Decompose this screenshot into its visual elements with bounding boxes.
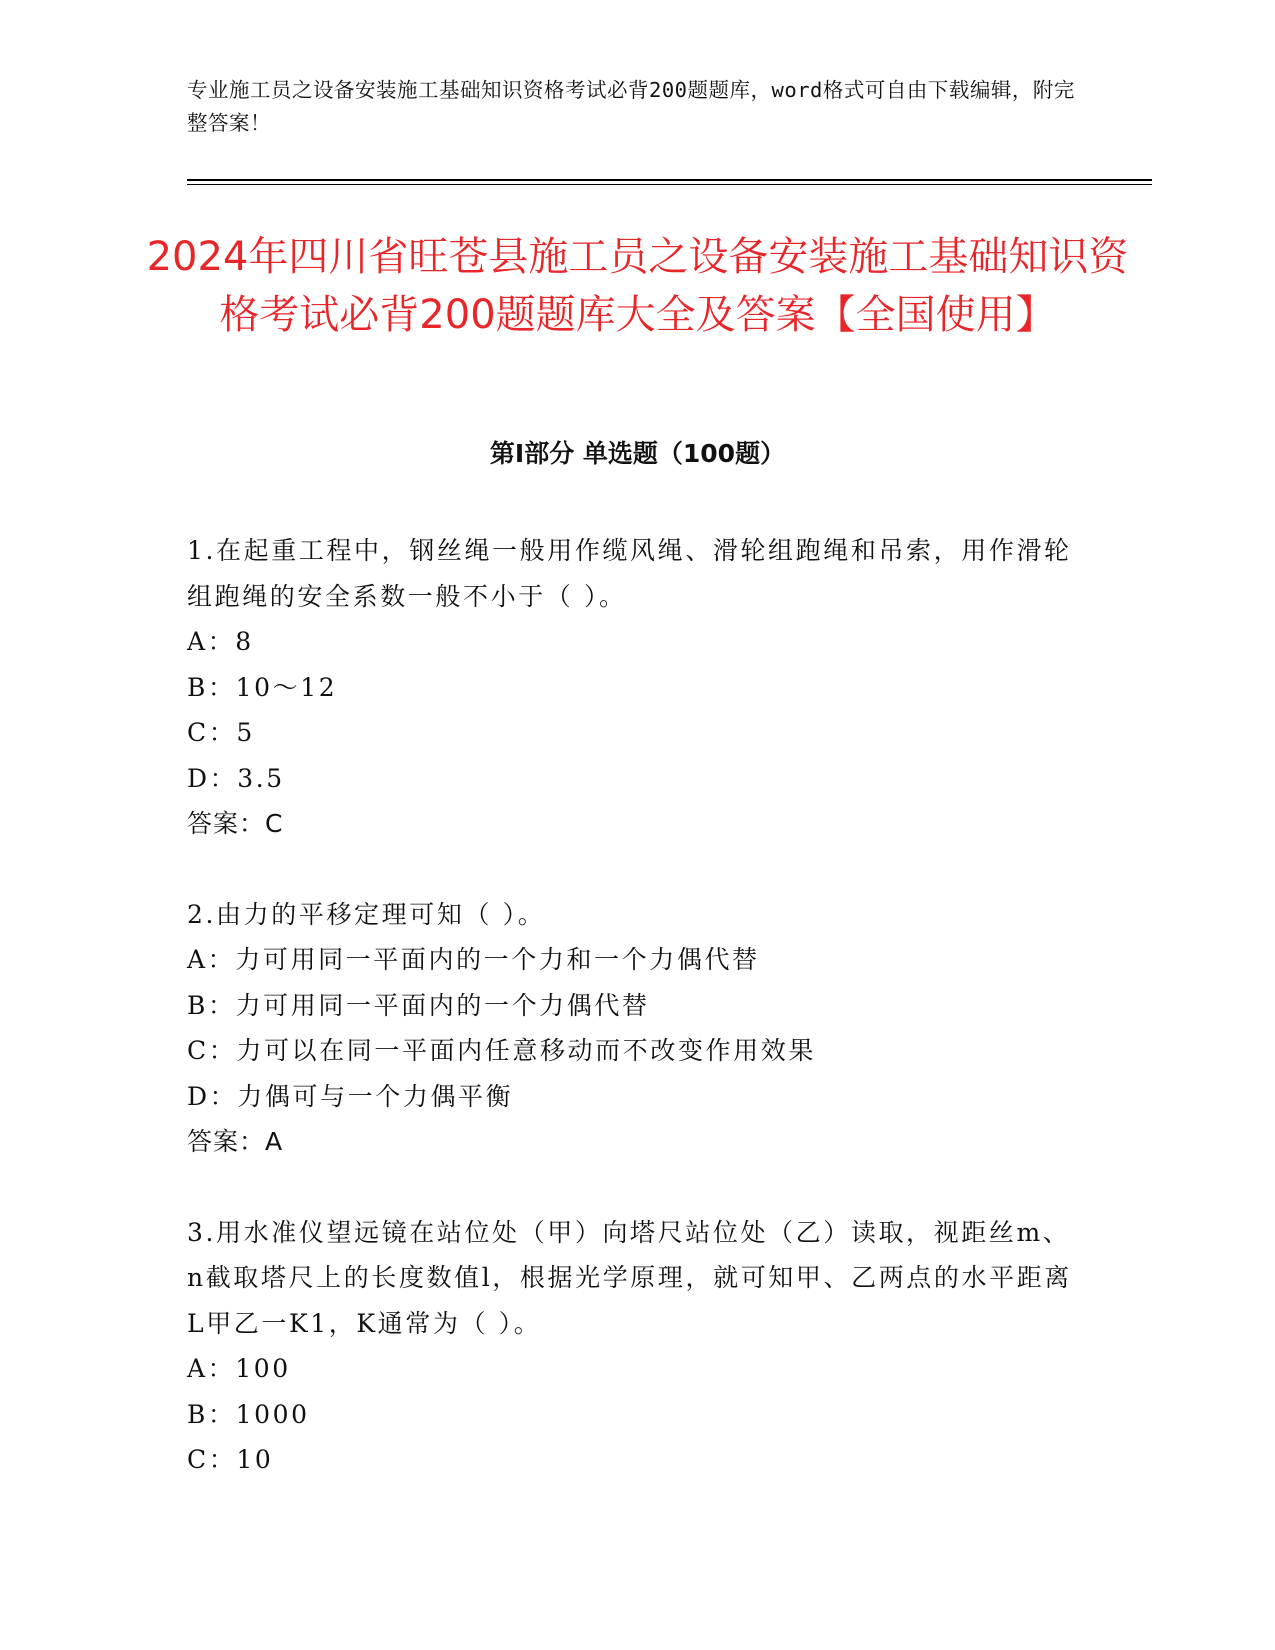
option-key: A： [187, 945, 236, 974]
option-key: A： [187, 1354, 236, 1383]
option-text: 力偶可与一个力偶平衡 [237, 1081, 514, 1111]
question-1 [187, 528, 1077, 847]
question-stem: 1.在起重工程中，钢丝绳一般用作缆风绳、滑轮组跑绳和吊索，用作滑轮组跑绳的安全系数一般不小于（ ）。 [187, 536, 1072, 611]
option-d [187, 1074, 1077, 1120]
option-key: C： [187, 718, 237, 747]
option-key: D： [187, 1081, 238, 1111]
option-key: B： [187, 672, 236, 702]
option-c [187, 710, 1077, 756]
section-heading: 第Ⅰ部分 单选题（100题） [489, 439, 786, 468]
option-text: 力可以在同一平面内任意移动而不改变作用效果 [236, 1036, 816, 1065]
option-d [187, 756, 1077, 802]
question-list [187, 528, 1077, 1528]
option-a [187, 1346, 1077, 1392]
option-c [187, 1437, 1077, 1483]
question-2 [187, 892, 1077, 1165]
option-text: 10～12 [235, 672, 338, 702]
answer: 答案：A [187, 1127, 284, 1156]
option-b [187, 665, 1077, 711]
option-text: 5 [236, 718, 255, 747]
option-key: D： [187, 763, 238, 793]
option-key: A： [187, 627, 236, 656]
header-note: 专业施工员之设备安装施工基础知识资格考试必背200题题库，word格式可自由下载编辑，附完整答案！ [187, 78, 1075, 135]
option-text: 力可用同一平面内的一个力偶代替 [235, 990, 650, 1020]
option-text: 10 [236, 1445, 274, 1474]
option-a [187, 937, 1077, 983]
option-a [187, 619, 1077, 665]
option-b [187, 1392, 1077, 1438]
document-title: 2024年四川省旺苍县施工员之设备安装施工基础知识资格考试必背200题题库大全及答案【全国使用】 [146, 234, 1129, 338]
option-key: B： [187, 990, 236, 1020]
option-key: C： [187, 1036, 237, 1065]
header-rule-thick [187, 179, 1152, 181]
question-stem: 3.用水准仪望远镜在站位处（甲）向塔尺站位处（乙）读取，视距丝m、n截取塔尺上的长度数值l，根据光学原理，就可知甲、乙两点的水平距离L甲乙一K1，K通常为（ ）。 [187, 1217, 1072, 1338]
option-text: 8 [235, 627, 254, 656]
answer: 答案：C [187, 809, 284, 838]
option-text: 力可用同一平面内的一个力和一个力偶代替 [235, 945, 760, 974]
option-b [187, 983, 1077, 1029]
option-text: 100 [235, 1354, 291, 1383]
question-stem: 2.由力的平移定理可知（ ）。 [187, 899, 546, 929]
option-text: 3.5 [237, 763, 285, 793]
header-rule-thin [187, 184, 1152, 185]
option-c [187, 1028, 1077, 1074]
option-key: C： [187, 1445, 237, 1474]
question-3 [187, 1210, 1077, 1483]
option-key: B： [187, 1399, 236, 1429]
option-text: 1000 [235, 1399, 310, 1429]
